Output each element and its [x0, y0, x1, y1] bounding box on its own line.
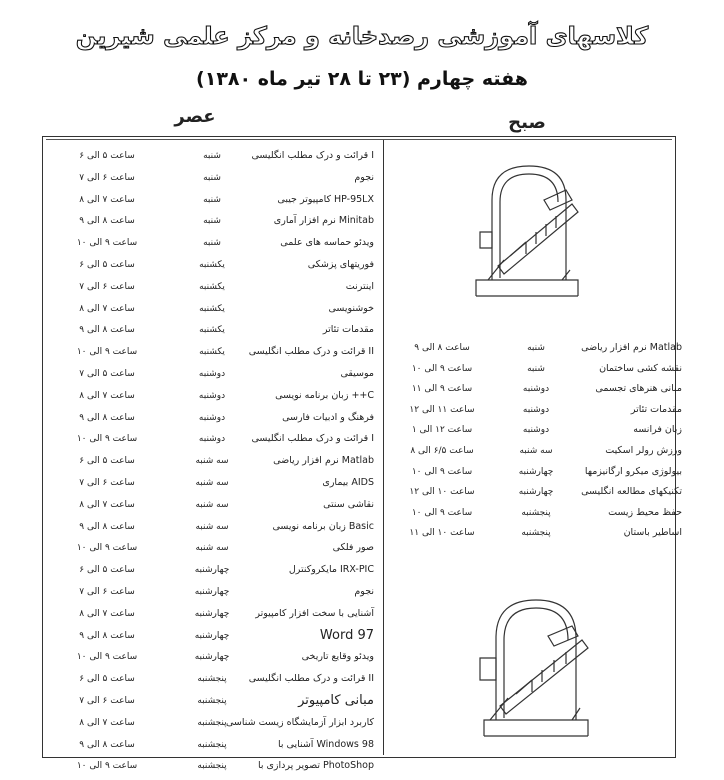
class-title: کامپیوتر جیبی HP-95LX — [277, 193, 374, 205]
class-title: تکنیکهای مطالعه انگلیسی — [581, 486, 682, 498]
class-time: ساعت ۹ الی ۱۰ — [76, 761, 138, 772]
class-time: ساعت ۸ الی ۹ — [79, 325, 135, 336]
class-day: دوشنبه — [522, 384, 550, 395]
class-time: ساعت ۵ الی ۷ — [79, 369, 135, 379]
class-day: پنجشنبه — [521, 528, 551, 539]
class-day: یکشنبه — [199, 281, 225, 292]
schedule-row — [52, 604, 374, 624]
class-day: سه شنبه — [195, 499, 229, 510]
class-title: نجوم — [354, 586, 374, 597]
page-title: کلاسهای آموزشی رصدخانه و مرکز علمی شیرین — [75, 22, 649, 50]
class-day: پنجشنبه — [521, 507, 551, 518]
schedule-row — [52, 713, 374, 733]
page-subtitle: هفته چهارم (۲۳ تا ۲۸ تیر ماه ۱۳۸۰) — [196, 68, 528, 90]
class-title: ورزش رولر اسکیت — [605, 445, 682, 456]
class-title: فوریتهای پزشکی — [307, 259, 374, 270]
class-title: Word 97 — [319, 627, 374, 643]
class-title: نرم افزار ریاضی Matlab — [273, 455, 374, 467]
class-day: سه شنبه — [195, 478, 229, 488]
class-time: ساعت ۵ الی ۶ — [79, 151, 135, 161]
schedule-row — [392, 503, 682, 523]
class-day: یکشنبه — [199, 260, 225, 270]
class-title: مبانی کامپیوتر — [298, 693, 374, 708]
afternoon-heading: عصر — [174, 106, 216, 127]
observatory-emblem-bottom — [474, 590, 594, 740]
class-title: نرم افزار ریاضی Matlab — [581, 342, 682, 353]
class-day: یکشنبه — [199, 347, 225, 358]
class-time: ساعت ۸ الی ۹ — [79, 412, 135, 423]
class-day: چهارشنبه — [194, 652, 230, 663]
class-day: دوشنبه — [522, 404, 550, 415]
schedule-row — [52, 517, 374, 537]
class-title: زبان فرانسه — [633, 424, 682, 436]
schedule-row — [52, 190, 374, 210]
class-day: دوشنبه — [198, 369, 226, 379]
class-day: شنبه — [203, 216, 221, 227]
class-title: زبان برنامه نویسی ++C — [275, 389, 374, 401]
schedule-row — [52, 168, 374, 188]
class-time: ساعت ۶ الی ۷ — [79, 281, 135, 292]
class-day: دوشنبه — [198, 412, 226, 423]
class-time: ساعت ۸ الی ۹ — [79, 521, 135, 532]
schedule-row — [392, 359, 682, 379]
schedule-row — [392, 462, 682, 482]
schedule-row — [392, 441, 682, 461]
class-time: ساعت ۹ الی ۱۰ — [76, 543, 138, 554]
schedule-row — [52, 473, 374, 493]
schedule-row — [392, 420, 682, 440]
class-day: سه شنبه — [519, 446, 553, 456]
schedule-row — [52, 538, 374, 558]
schedule-row — [52, 386, 374, 406]
class-time: ساعت ۷ الی ۸ — [79, 390, 135, 401]
column-divider — [383, 140, 384, 755]
observatory-emblem-top — [474, 160, 584, 300]
schedule-row — [52, 669, 374, 689]
class-day: پنجشنبه — [197, 717, 227, 728]
class-title: قرائت و درک مطلب انگلیسی II — [248, 346, 374, 358]
class-title: نجوم — [354, 171, 374, 183]
schedule-row — [52, 429, 374, 449]
class-day: شنبه — [203, 172, 221, 183]
schedule-row — [52, 255, 374, 275]
class-time: ساعت ۷ الی ۸ — [79, 303, 135, 314]
schedule-row — [52, 626, 374, 646]
class-title: فرهنگ و ادبیات فارسی — [282, 411, 374, 423]
class-time: ساعت ۹ الی ۱۰ — [76, 434, 138, 445]
schedule-row — [52, 691, 374, 711]
class-time: ساعت ۶ الی ۷ — [79, 587, 135, 597]
class-title: آشنایی با Windows 98 — [277, 738, 374, 750]
class-day: شنبه — [527, 363, 545, 374]
class-day: چهارشنبه — [194, 565, 230, 576]
class-day: چهارشنبه — [194, 630, 230, 641]
class-title: آشنایی با سخت افزار کامپیوتر — [255, 607, 374, 619]
class-time: ساعت ۶/۵ الی ۸ — [410, 446, 474, 456]
class-title: ویدئو وقایع تاریخی — [301, 651, 374, 663]
class-title: موسیقی — [340, 368, 374, 379]
schedule-row — [392, 523, 682, 543]
class-day: دوشنبه — [198, 434, 226, 445]
class-time: ساعت ۶ الی ۷ — [79, 478, 135, 488]
class-title: بیماری AIDS — [322, 477, 374, 488]
class-time: ساعت ۷ الی ۸ — [79, 717, 135, 728]
class-time: ساعت ۵ الی ۶ — [79, 565, 135, 576]
class-title: مایکروکنترل IRX-PIC — [288, 564, 374, 576]
class-day: یکشنبه — [199, 325, 225, 336]
class-title: قرائت و درک مطلب انگلیسی II — [248, 673, 374, 685]
class-day: سه شنبه — [195, 543, 229, 554]
class-time: ساعت ۱۰ الی ۱۱ — [409, 528, 475, 539]
class-title: اساطیر باستان — [623, 527, 682, 539]
morning-heading: صبح — [508, 112, 546, 133]
class-title: مقدمات تئاتر — [630, 403, 682, 415]
schedule-row — [52, 320, 374, 340]
class-title: کاربرد ابزار آزمایشگاه زیست شناسی — [225, 716, 374, 728]
schedule-row — [392, 338, 682, 358]
class-title: ویدئو حماسه های علمی — [280, 237, 374, 249]
class-day: پنجشنبه — [197, 739, 227, 750]
class-day: سه شنبه — [195, 456, 229, 467]
class-title: نرم افزار آماری Minitab — [273, 215, 374, 227]
schedule-row — [52, 364, 374, 384]
class-day: شنبه — [203, 194, 221, 205]
class-time: ساعت ۵ الی ۶ — [79, 260, 135, 270]
schedule-row — [52, 408, 374, 428]
schedule-row — [52, 299, 374, 319]
schedule-row — [52, 146, 374, 166]
class-time: ساعت ۷ الی ۸ — [79, 499, 135, 510]
class-day: شنبه — [203, 151, 221, 161]
class-time: ساعت ۹ الی ۱۰ — [411, 363, 473, 374]
class-time: ساعت ۹ الی ۱۰ — [76, 347, 138, 358]
class-day: پنجشنبه — [197, 674, 227, 685]
class-title: مبانی هنرهای تجسمی — [595, 383, 682, 395]
class-title: قرائت و درک مطلب انگلیسی I — [251, 433, 374, 445]
class-time: ساعت ۷ الی ۸ — [79, 608, 135, 619]
class-day: چهارشنبه — [518, 487, 554, 498]
class-day: چهارشنبه — [518, 466, 554, 477]
class-title: تصویر پردازی با PhotoShop — [257, 760, 374, 772]
class-time: ساعت ۵ الی ۶ — [79, 456, 135, 467]
schedule-row — [52, 495, 374, 515]
class-title: اینترنت — [345, 280, 374, 292]
class-time: ساعت ۵ الی ۶ — [79, 674, 135, 685]
class-time: ساعت ۱۱ الی ۱۲ — [409, 404, 475, 415]
class-title: نقاشی سنتی — [323, 498, 374, 510]
class-time: ساعت ۸ الی ۹ — [79, 216, 135, 227]
class-day: پنجشنبه — [197, 696, 227, 706]
class-day: یکشنبه — [199, 303, 225, 314]
schedule-row — [52, 735, 374, 755]
schedule-row — [52, 647, 374, 667]
schedule-row — [52, 233, 374, 253]
class-day: چهارشنبه — [194, 587, 230, 597]
schedule-row — [52, 582, 374, 602]
class-time: ساعت ۸ الی ۹ — [79, 630, 135, 641]
class-title: بیولوژی میکرو ارگانیزمها — [584, 465, 682, 477]
class-day: سه شنبه — [195, 521, 229, 532]
class-day: شنبه — [203, 238, 221, 249]
schedule-row — [52, 756, 374, 776]
schedule-row — [52, 451, 374, 471]
frame-top-rule — [46, 139, 672, 140]
class-title: زبان برنامه نویسی Basic — [272, 520, 374, 532]
schedule-row — [392, 400, 682, 420]
class-time: ساعت ۹ الی ۱۱ — [411, 384, 473, 395]
class-day: پنجشنبه — [197, 761, 227, 772]
class-day: دوشنبه — [522, 425, 550, 436]
class-time: ساعت ۹ الی ۱۰ — [411, 466, 473, 477]
class-time: ساعت ۹ الی ۱۰ — [76, 652, 138, 663]
class-time: ساعت ۶ الی ۷ — [79, 172, 135, 183]
schedule-row — [52, 211, 374, 231]
class-title: خوشنویسی — [328, 302, 374, 314]
class-title: صور فلکی — [332, 542, 374, 554]
class-time: ساعت ۸ الی ۹ — [414, 343, 470, 353]
schedule-row — [392, 482, 682, 502]
class-time: ساعت ۹ الی ۱۰ — [76, 238, 138, 249]
class-title: قرائت و درک مطلب انگلیسی I — [251, 150, 374, 161]
class-time: ساعت ۱۰ الی ۱۲ — [409, 487, 475, 498]
class-day: شنبه — [527, 343, 545, 353]
class-title: حفظ محیط زیست — [608, 506, 682, 518]
class-time: ساعت ۹ الی ۱۰ — [411, 507, 473, 518]
class-time: ساعت ۷ الی ۸ — [79, 194, 135, 205]
class-time: ساعت ۶ الی ۷ — [79, 696, 135, 706]
class-time: ساعت ۸ الی ۹ — [79, 739, 135, 750]
schedule-row — [52, 277, 374, 297]
class-title: مقدمات تئاتر — [322, 324, 374, 336]
class-time: ساعت ۱۲ الی ۱ — [411, 425, 473, 436]
schedule-row — [52, 560, 374, 580]
class-day: دوشنبه — [198, 390, 226, 401]
class-day: چهارشنبه — [194, 608, 230, 619]
schedule-row — [52, 342, 374, 362]
schedule-row — [392, 379, 682, 399]
class-title: نقشه کشی ساختمان — [599, 362, 682, 374]
